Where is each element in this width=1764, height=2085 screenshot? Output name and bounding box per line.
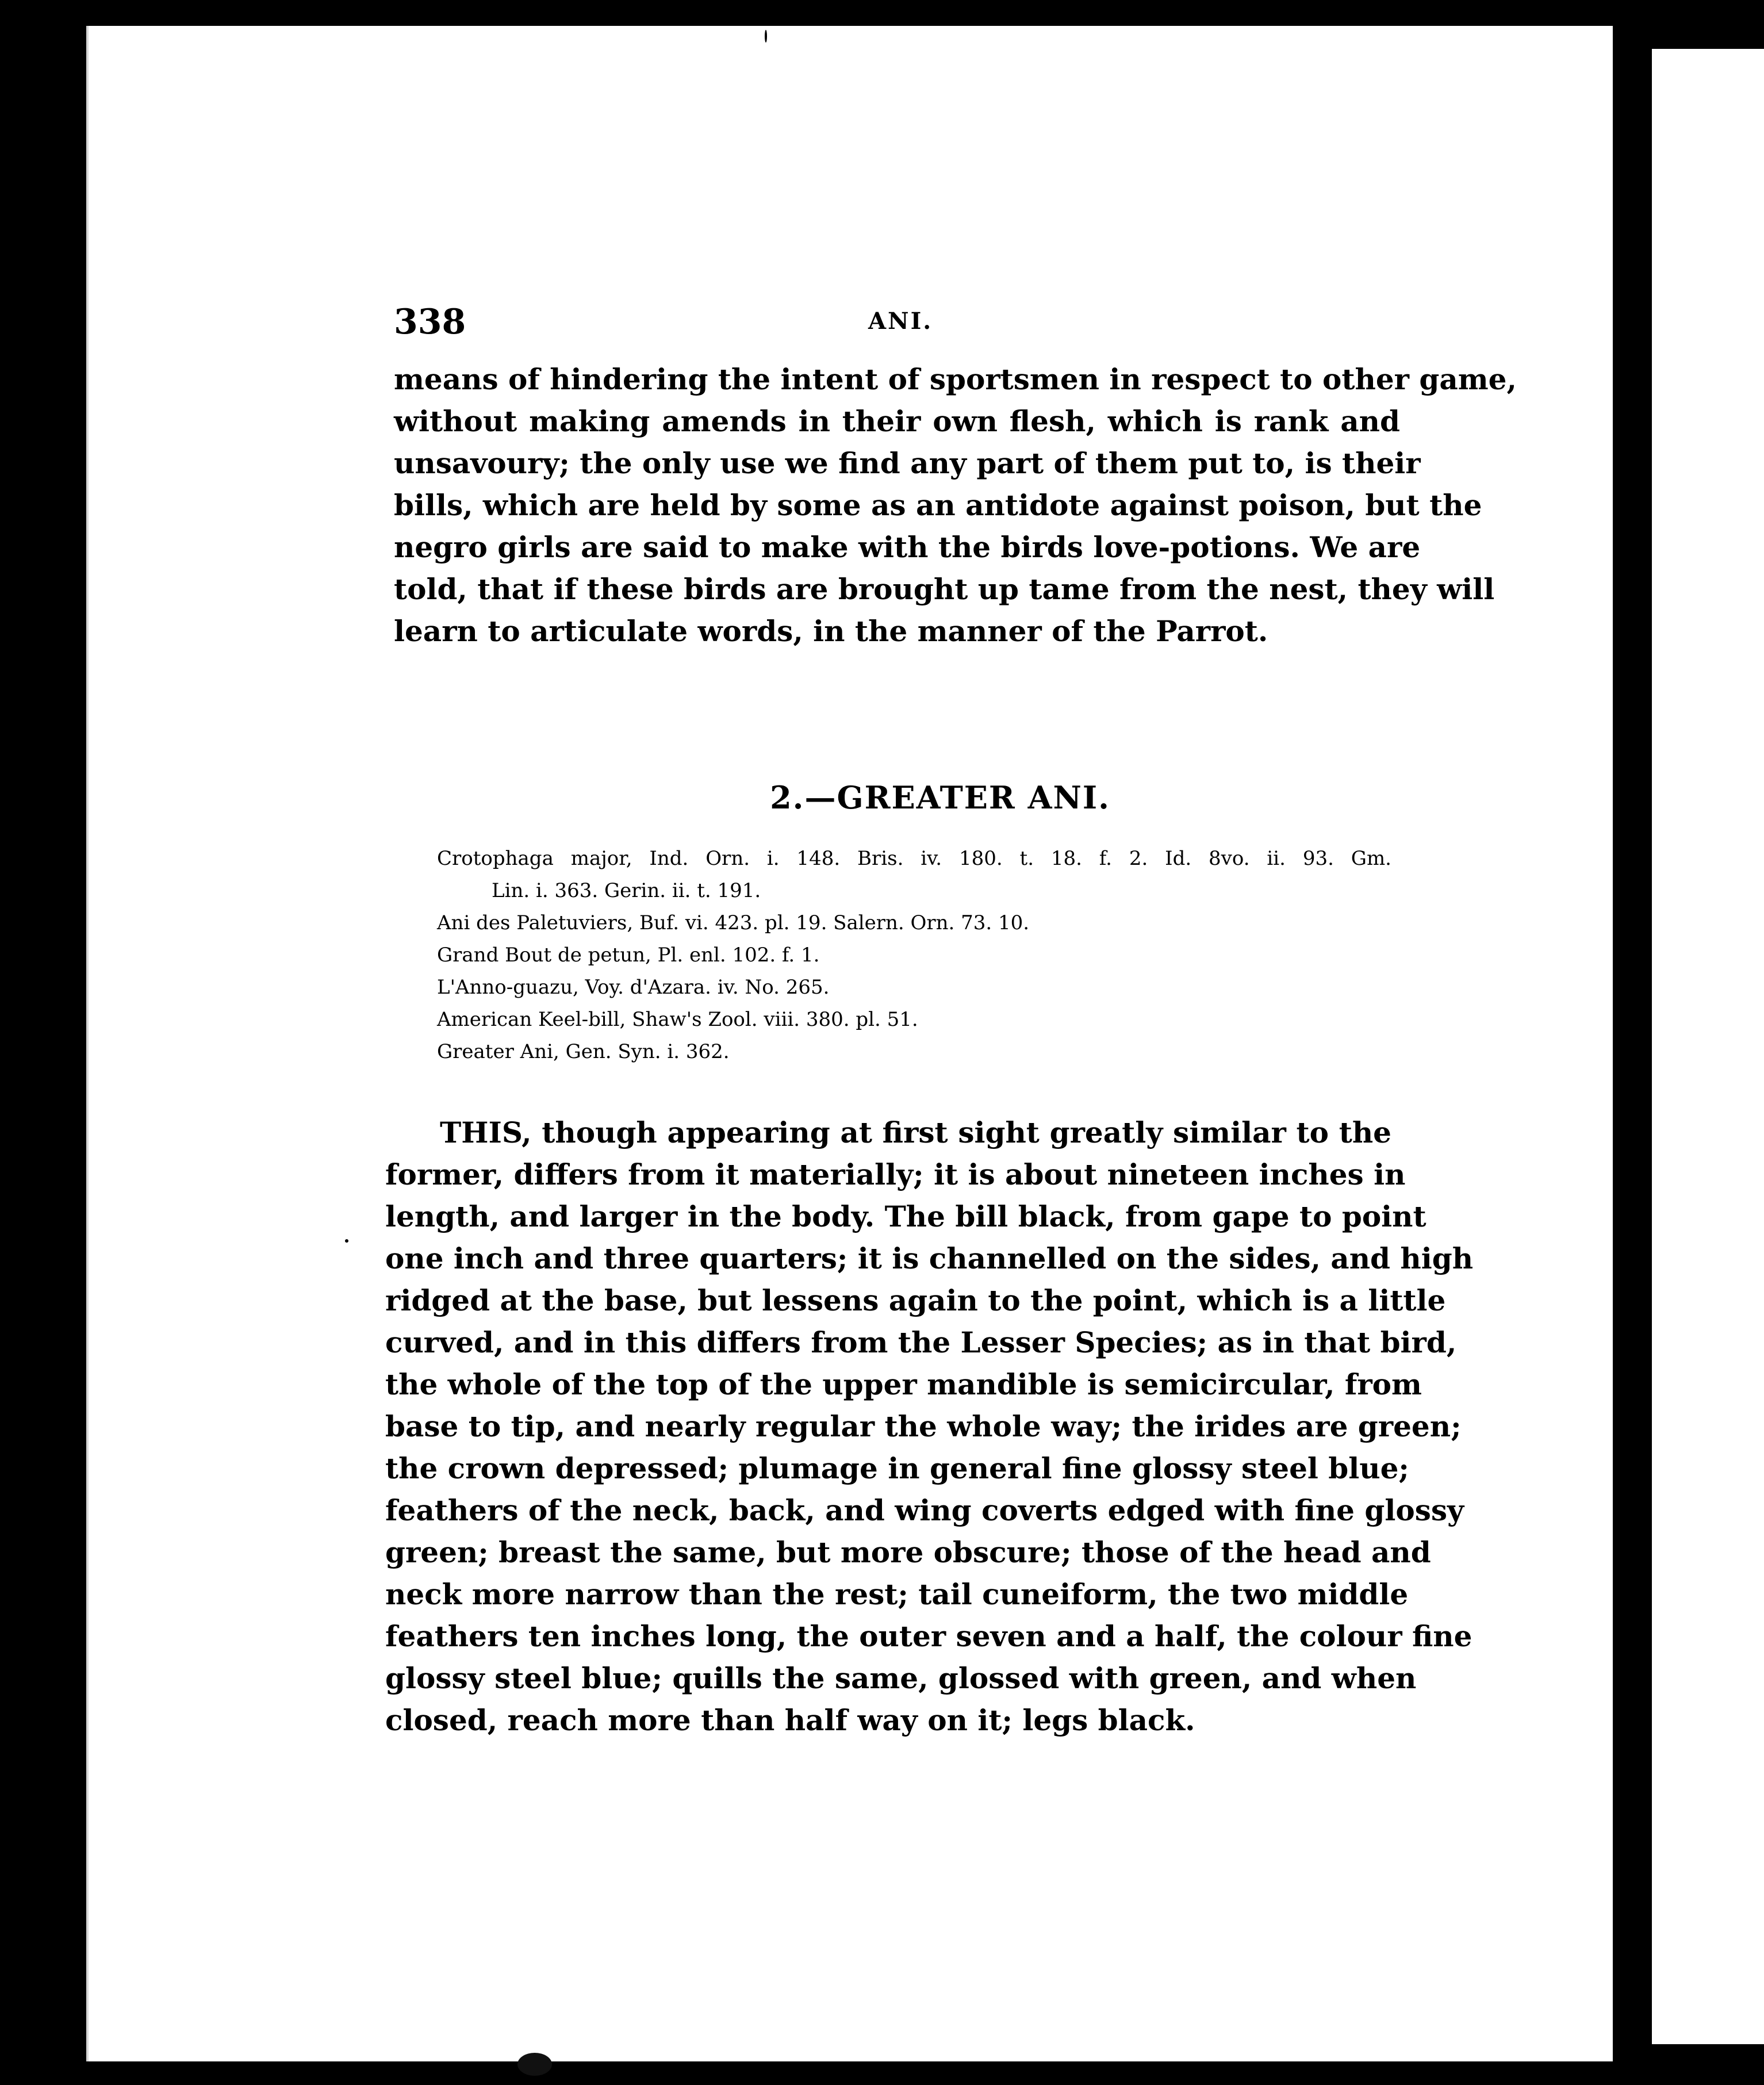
text-line: bills, which are held by some as an antidote against poison, but the xyxy=(394,488,1482,522)
text-line: the crown depressed; plumage in general fine glossy steel blue; xyxy=(385,1451,1409,1485)
synonymy-line: American Keel-bill, Shaw's Zool. viii. 380. pl. 51. xyxy=(437,1008,918,1031)
text-line: curved, and in this differs from the Lesser Species; as in that bird, xyxy=(385,1325,1457,1359)
text-line: without making amends in their own flesh, which is rank and xyxy=(394,404,1400,438)
text-line: feathers ten inches long, the outer seven and a half, the colour fine xyxy=(385,1619,1472,1653)
synonymy-line: Ani des Paletuviers, Buf. vi. 423. pl. 19. Salern. Orn. 73. 10. xyxy=(437,911,1030,934)
synonymy-line: Lin. i. 363. Gerin. ii. t. 191. xyxy=(492,879,761,902)
continued-paragraph xyxy=(394,359,1517,658)
text-line: THIS, though appearing at first sight greatly similar to the xyxy=(440,1116,1391,1149)
text-line: unsavoury; the only use we find any part of them put to, is their xyxy=(394,446,1421,480)
text-line: length, and larger in the body. The bill black, from gape to point xyxy=(385,1199,1426,1233)
text-line: feathers of the neck, back, and wing coverts edged with fine glossy xyxy=(385,1493,1464,1527)
page-number: 338 xyxy=(394,302,466,342)
synonymy-line: L'Anno-guazu, Voy. d'Azara. iv. No. 265. xyxy=(437,976,830,999)
text-line: negro girls are said to make with the birds love-potions. We are xyxy=(394,530,1421,564)
synonymy-line: Grand Bout de petun, Pl. enl. 102. f. 1. xyxy=(437,944,820,967)
section-heading: 2.—GREATER ANI. xyxy=(770,779,1110,816)
text-line: base to tip, and nearly regular the whole way; the irides are green; xyxy=(385,1409,1462,1443)
running-title: ANI. xyxy=(868,308,933,335)
scan-speck xyxy=(517,2053,552,2076)
synonymy-line: Greater Ani, Gen. Syn. i. 362. xyxy=(437,1040,730,1063)
text-line: former, differs from it materially; it is about nineteen inches in xyxy=(385,1158,1406,1191)
text-line: the whole of the top of the upper mandible is semicircular, from xyxy=(385,1367,1422,1401)
scan-speck xyxy=(765,30,767,43)
running-head xyxy=(394,302,1400,348)
text-line: closed, reach more than half way on it; legs black. xyxy=(385,1703,1195,1737)
text-line: green; breast the same, but more obscure; those of the head and xyxy=(385,1535,1431,1569)
book-gutter xyxy=(1613,0,1652,2085)
scan-speck xyxy=(345,1239,348,1243)
scan-speck xyxy=(32,618,35,624)
text-line: learn to articulate words, in the manner of the Parrot. xyxy=(394,614,1268,648)
scan-speck xyxy=(32,601,36,605)
text-line: one inch and three quarters; it is channelled on the sides, and high xyxy=(385,1241,1474,1275)
text-line: means of hindering the intent of sportsmen in respect to other game, xyxy=(394,362,1517,396)
text-line: glossy steel blue; quills the same, glossed with green, and when xyxy=(385,1661,1417,1695)
text-line: ridged at the base, but lessens again to the point, which is a little xyxy=(385,1283,1446,1317)
text-line: told, that if these birds are brought up tame from the nest, they will xyxy=(394,572,1495,606)
text-line: neck more narrow than the rest; tail cuneiform, the two middle xyxy=(385,1577,1409,1611)
synonymy-line: Crotophaga major, Ind. Orn. i. 148. Bris. iv. 180. t. 18. f. 2. Id. 8vo. ii. 93. Gm. xyxy=(437,847,1391,870)
main-paragraph xyxy=(385,1113,1474,1745)
facing-page-edge xyxy=(1652,49,1764,2044)
